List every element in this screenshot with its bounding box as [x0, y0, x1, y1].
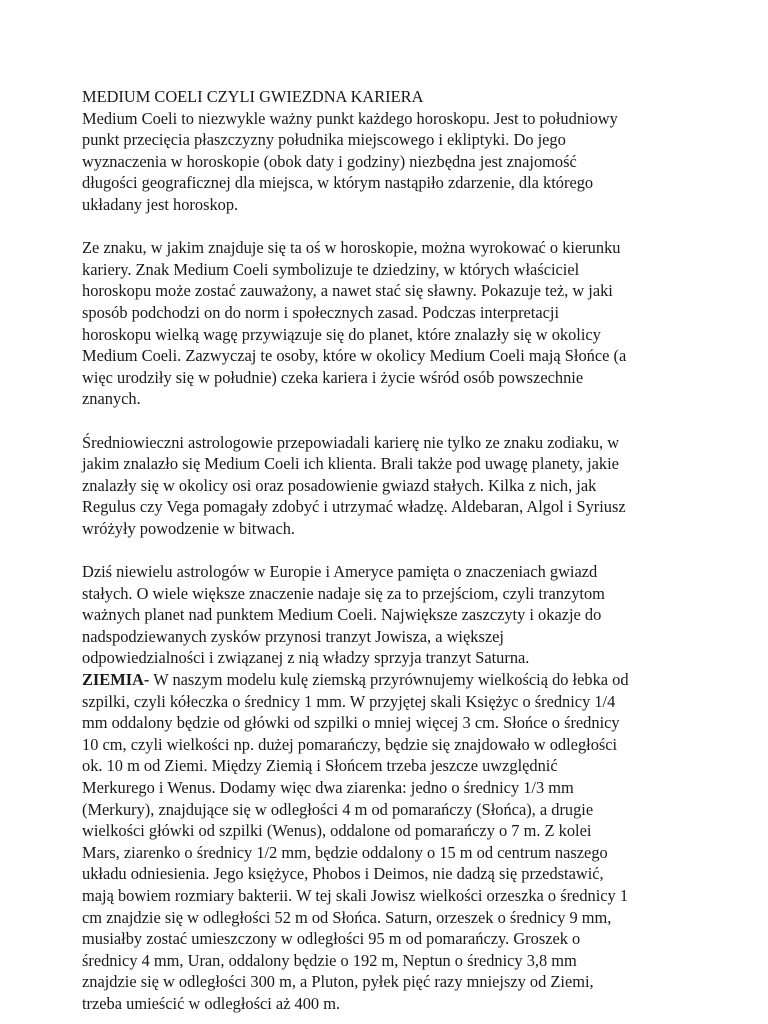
document-page — [82, 86, 690, 1015]
paragraph-2: Ze znaku, w jakim znajduje się ta oś w horoskopie, można wyrokować o kierunku kariery. Znak Medium Coeli symbolizuje te dziedziny, w których właściciel horoskopu może zostać zauważony, a nawet stać się sławny. Pokazuje też, w jaki sposób podchodzi on do norm i społecznych zasad. Podczas interpretacji horoskopu wielką wagę przywiązuje się do planet, które znalazły się w okolicy Medium Coeli. Zazwyczaj te osoby, które w okolicy Medium Coeli mają Słońce (a więc urodziły się w południe) czeka kariera i życie wśród osób powszechnie znanych. — [82, 238, 627, 409]
document-title: MEDIUM COELI CZYLI GWIEZDNA KARIERA — [82, 87, 424, 106]
ziemia-heading: ZIEMIA- — [82, 670, 150, 690]
paragraph-4: Dziś niewielu astrologów w Europie i Ameryce pamięta o znaczeniach gwiazd stałych. O wiele większe znaczenie nadaje się za to przejściom, czyli tranzytom ważnych planet nad punktem Medium Coeli. Największe zaszczyty i okazje do nadspodziewanych zysków przynosi tranzyt Jowisza, a większej odpowiedzialności i związanej z nią władzy sprzyja tranzyt Saturna. — [82, 562, 605, 668]
paragraph-5 — [82, 669, 690, 1015]
paragraph-3: Średniowieczni astrologowie przepowiadali karierę nie tylko ze znaku zodiaku, w jakim znalazło się Medium Coeli ich klienta. Brali także pod uwagę planety, jakie znalazły się w okolicy osi oraz posadowienie gwiazd stałych. Kilka z nich, jak Regulus czy Vega pomagały zdobyć i utrzymać władzę. Aldebaran, Algol i Syriusz wróżyły powodzenie w bitwach. — [82, 432, 626, 538]
paragraph-1-text: Medium Coeli to niezwykle ważny punkt każdego horoskopu. Jest to południowy punkt przecięcia płaszczyzny południka miejscowego i ekliptyki. Do jego wyznaczenia w horoskopie (obok daty i godziny) niezbędna jest znajomość długości geograficznej dla miejsca, w którym nastąpiło zdarzenie, dla którego układany jest horoskop. — [82, 108, 618, 214]
paragraph-5-text: W naszym modelu kulę ziemską przyrównujemy wielkością do łebka od szpilki, czyli kółeczka o średnicy 1 mm. W przyjętej skali Księżyc o średnicy 1/4 mm oddalony będzie od główki od szpilki o mniej więcej 3 cm. Słońce o średnicy 10 cm, czyli wielkości np. dużej pomarańczy, będzie się znajdowało w odległości ok. 10 m od Ziemi. Między Ziemią i Słońcem trzeba jeszcze uwzględnić Merkurego i Wenus. Dodamy więc dwa ziarenka: jedno o średnicy 1/3 mm (Merkury), znajdujące się w odległości 4 m od pomarańczy (Słońca), a drugie wielkości główki od szpilki (Wenus), oddalone od pomarańczy o 7 m. Z kolei Mars, ziarenko o średnicy 1/2 mm, będzie oddalony o 15 m od centrum naszego układu odniesienia. Jego księżyce, Phobos i Deimos, nie dadzą się przedstawić, mają bowiem rozmiary bakterii. W tej skali Jowisz wielkości orzeszka o średnicy 1 cm znajdzie się w odległości 52 m od Słońca. Saturn, orzeszek o średnicy 9 mm, musiałby zostać umieszczony w odległości 95 m od pomarańczy. Groszek o średnicy 4 mm, Uran, oddalony będzie o 192 m, Neptun o średnicy 3,8 mm znajdzie się w odległości 300 m, a Pluton, pyłek pięć razy mniejszy od Ziemi, trzeba umieścić w odległości aż 400 m. — [82, 670, 629, 1013]
paragraph-intro — [82, 86, 690, 216]
